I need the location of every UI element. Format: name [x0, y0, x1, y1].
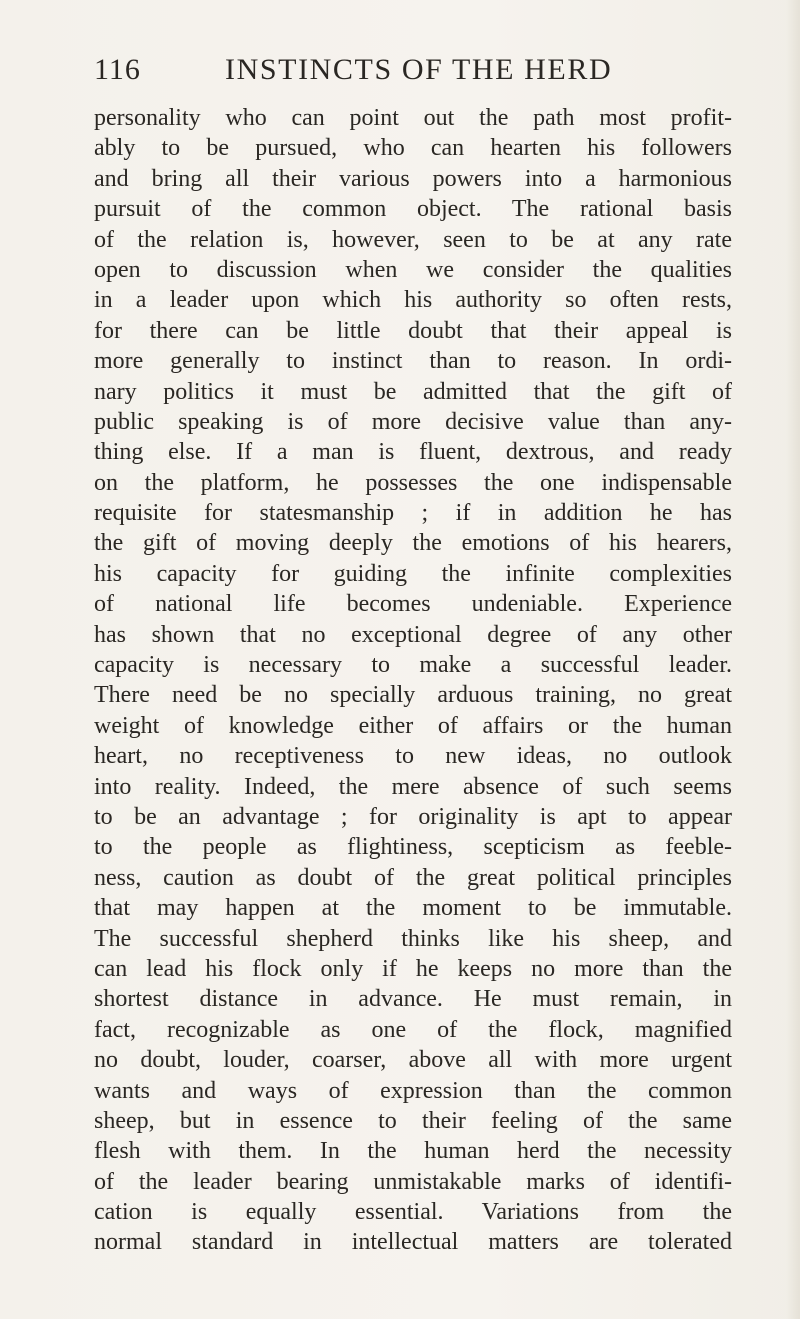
text-line: ness, caution as doubt of the great political principles: [94, 864, 732, 891]
text-line: public speaking is of more decisive value than any-: [94, 408, 732, 435]
text-line: of the relation is, however, seen to be at any rate: [94, 226, 732, 253]
text-line: has shown that no exceptional degree of any other: [94, 621, 732, 648]
text-line: sheep, but in essence to their feeling of the same: [94, 1107, 732, 1134]
text-line: to the people as flightiness, scepticism as feeble-: [94, 834, 732, 861]
text-line: personality who can point out the path most profit-: [94, 105, 732, 131]
text-line: The successful shepherd thinks like his sheep, and: [94, 925, 732, 952]
text-line: that may happen at the moment to be immutable.: [94, 895, 732, 922]
text-line: pursuit of the common object. The rational basis: [94, 196, 732, 223]
text-line: There need be no specially arduous training, no great: [94, 682, 732, 709]
text-line: for there can be little doubt that their appeal is: [94, 317, 732, 344]
text-line: the gift of moving deeply the emotions of his hearers,: [94, 530, 732, 557]
text-line: wants and ways of expression than the common: [94, 1077, 732, 1104]
text-line: fact, recognizable as one of the flock, magnified: [94, 1016, 732, 1043]
text-line: on the platform, he possesses the one indispensable: [94, 469, 732, 496]
text-line: can lead his flock only if he keeps no more than the: [94, 955, 732, 982]
text-line: capacity is necessary to make a successful leader.: [94, 652, 732, 679]
text-line: of national life becomes undeniable. Experience: [94, 591, 732, 618]
text-line: shortest distance in advance. He must remain, in: [94, 986, 732, 1013]
text-line: normal standard in intellectual matters are tolerated: [94, 1229, 732, 1256]
text-line: into reality. Indeed, the mere absence of such seems: [94, 773, 732, 800]
text-line: and bring all their various powers into a harmonious: [94, 165, 732, 192]
text-line: flesh with them. In the human herd the necessity: [94, 1138, 732, 1165]
page-edge-shadow: [786, 0, 800, 1319]
text-line: weight of knowledge either of affairs or the human: [94, 712, 732, 739]
page-number: 116: [94, 53, 141, 86]
text-line: to be an advantage ; for originality is apt to appear: [94, 803, 732, 830]
text-line: of the leader bearing unmistakable marks of identifi-: [94, 1168, 732, 1195]
running-head: INSTINCTS OF THE HERD: [225, 53, 613, 86]
text-line: thing else. If a man is fluent, dextrous, and ready: [94, 439, 732, 466]
text-line: in a leader upon which his authority so often rests,: [94, 287, 732, 314]
text-line: heart, no receptiveness to new ideas, no outlook: [94, 743, 732, 770]
text-line: his capacity for guiding the infinite complexities: [94, 560, 732, 587]
text-line: cation is equally essential. Variations from the: [94, 1199, 732, 1226]
text-line: more generally to instinct than to reason. In ordi-: [94, 348, 732, 375]
body-text: [94, 103, 732, 1258]
text-line: ably to be pursued, who can hearten his followers: [94, 135, 732, 162]
text-line: open to discussion when we consider the qualities: [94, 256, 732, 283]
text-line: no doubt, louder, coarser, above all with more urgent: [94, 1047, 732, 1074]
text-line: requisite for statesmanship ; if in addition he has: [94, 500, 732, 527]
text-line: nary politics it must be admitted that the gift of: [94, 378, 732, 405]
page-header: [94, 50, 734, 90]
